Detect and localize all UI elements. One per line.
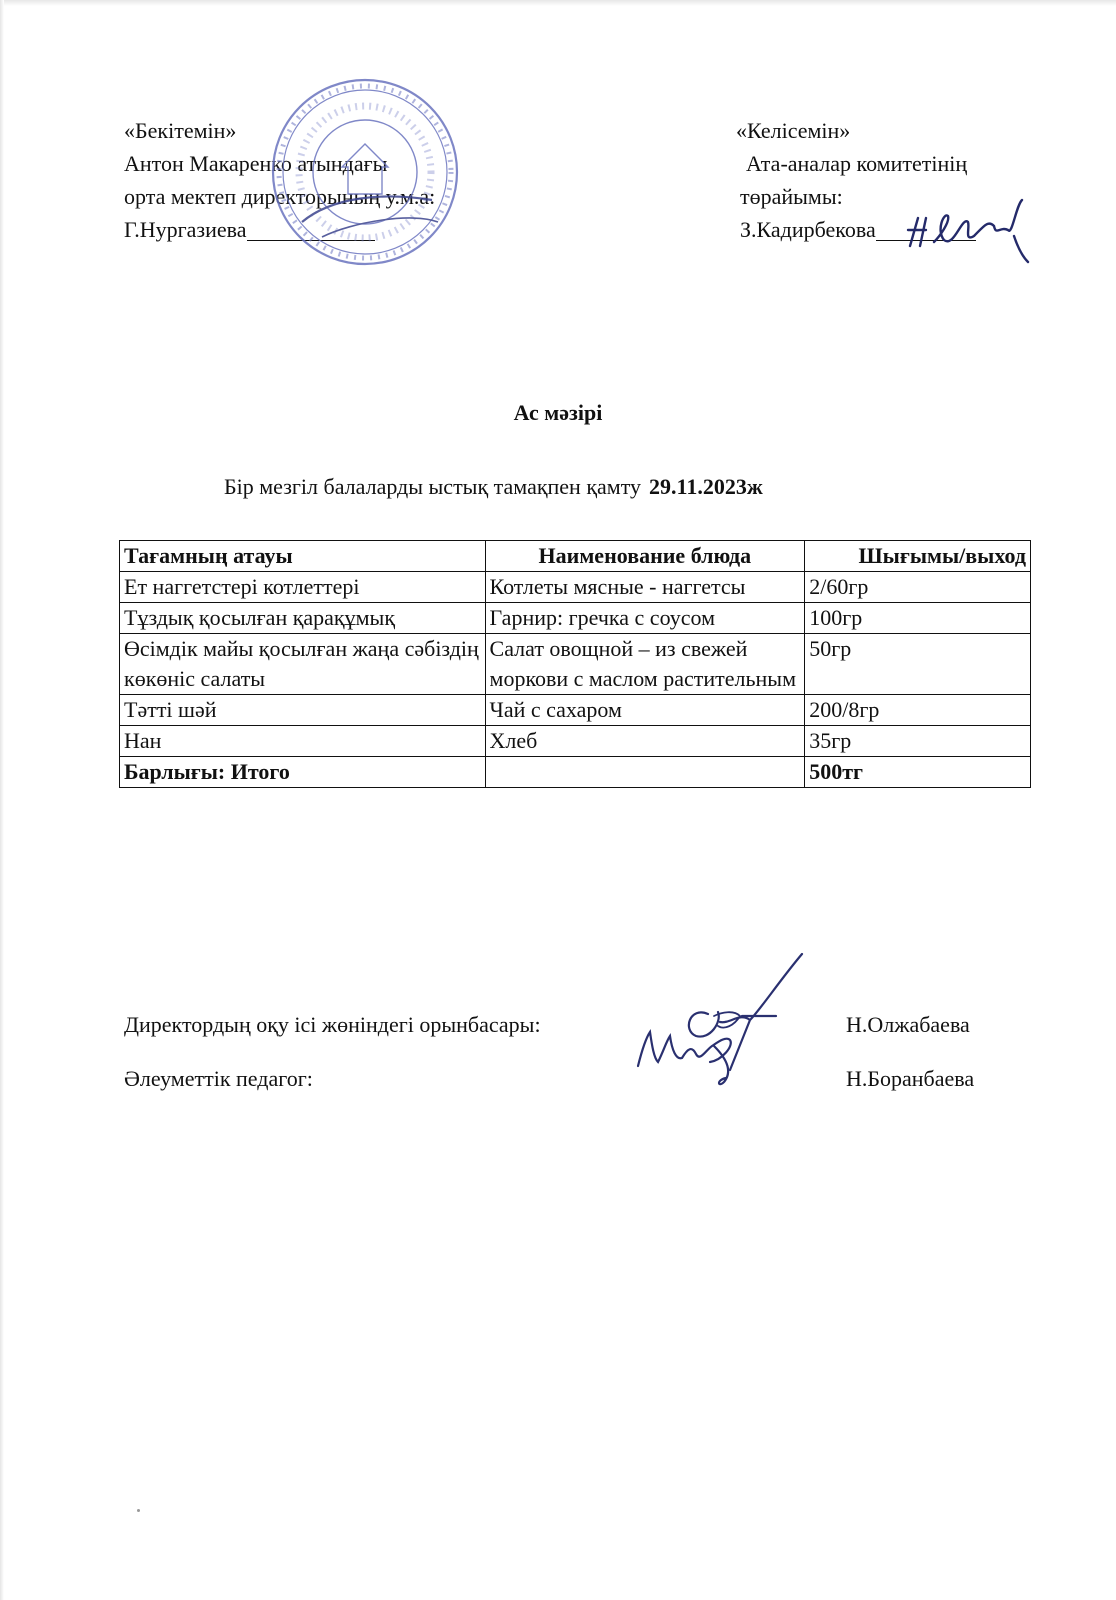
subtitle-date: 29.11.2023ж (649, 474, 763, 499)
agreement-heading: «Келісемін» (736, 118, 851, 143)
cell-ru-name: Хлеб (485, 726, 805, 757)
cell-kz-name: Тұздық қосылған қарақұмық (120, 603, 486, 634)
school-seal-stamp (262, 72, 468, 272)
total-output: 500тг (805, 757, 1031, 788)
deputy-name: Н.Олжабаева (846, 1012, 970, 1037)
cell-ru-name: Гарнир: гречка с соусом (485, 603, 805, 634)
scan-edge-top (0, 0, 1116, 6)
cell-output: 35гр (805, 726, 1031, 757)
deputy-role: Директордың оқу ісі жөніндегі орынбасары: (124, 1012, 541, 1037)
table-row (120, 603, 1031, 634)
header-ru-name: Наименование блюда (485, 541, 805, 572)
header-kz-name: Тағамның атауы (120, 541, 486, 572)
total-empty-cell (485, 757, 805, 788)
table-header-row (120, 541, 1031, 572)
agreement-line-1: Ата-аналар комитетінің (746, 151, 968, 176)
cell-kz-name: Нан (120, 726, 486, 757)
cell-ru-name: Котлеты мясные - наггетсы (485, 572, 805, 603)
agreement-line-2: төрайымы: (740, 184, 843, 209)
total-label: Барлығы: Итого (120, 757, 486, 788)
table-row (120, 634, 1031, 695)
approval-heading: «Бекітемін» (124, 118, 237, 143)
table-row (120, 726, 1031, 757)
cell-kz-name: Тәтті шәй (120, 695, 486, 726)
cell-ru-name: Салат овощной – из свежей моркови с маслом растительным (485, 634, 805, 695)
agreement-name: З.Кадирбекова (740, 213, 976, 246)
pedagog-role: Әлеуметтік педагог: (124, 1066, 313, 1091)
approval-line-2: орта мектеп директорының у.м.а: (124, 184, 436, 209)
table-row (120, 572, 1031, 603)
scan-speck (137, 1509, 140, 1512)
cell-output: 100гр (805, 603, 1031, 634)
scan-edge-left (0, 0, 4, 1600)
signature-deputy-and-pedagog (630, 950, 820, 1100)
cell-output: 200/8гр (805, 695, 1031, 726)
document-title: Ас мәзірі (513, 400, 603, 425)
table-row (120, 695, 1031, 726)
cell-output: 50гр (805, 634, 1031, 695)
document-subtitle (224, 474, 763, 500)
subtitle-text: Бір мезгіл балаларды ыстық тамақпен қамту (224, 474, 642, 499)
cell-output: 2/60гр (805, 572, 1031, 603)
header-output: Шығымы/выход (805, 541, 1031, 572)
table-total-row (120, 757, 1031, 788)
cell-kz-name: Өсімдік майы қосылған жаңа сәбіздің көкөніс салаты (120, 634, 486, 695)
menu-table (119, 540, 1031, 788)
signature-kadirbekova (904, 196, 1034, 272)
pedagog-name: Н.Боранбаева (846, 1066, 975, 1091)
cell-ru-name: Чай с сахаром (485, 695, 805, 726)
approval-line-1: Антон Макаренко атындағы (124, 151, 388, 176)
approval-name: Г.Нургазиева (124, 213, 435, 246)
cell-kz-name: Ет наггетстері котлеттері (120, 572, 486, 603)
